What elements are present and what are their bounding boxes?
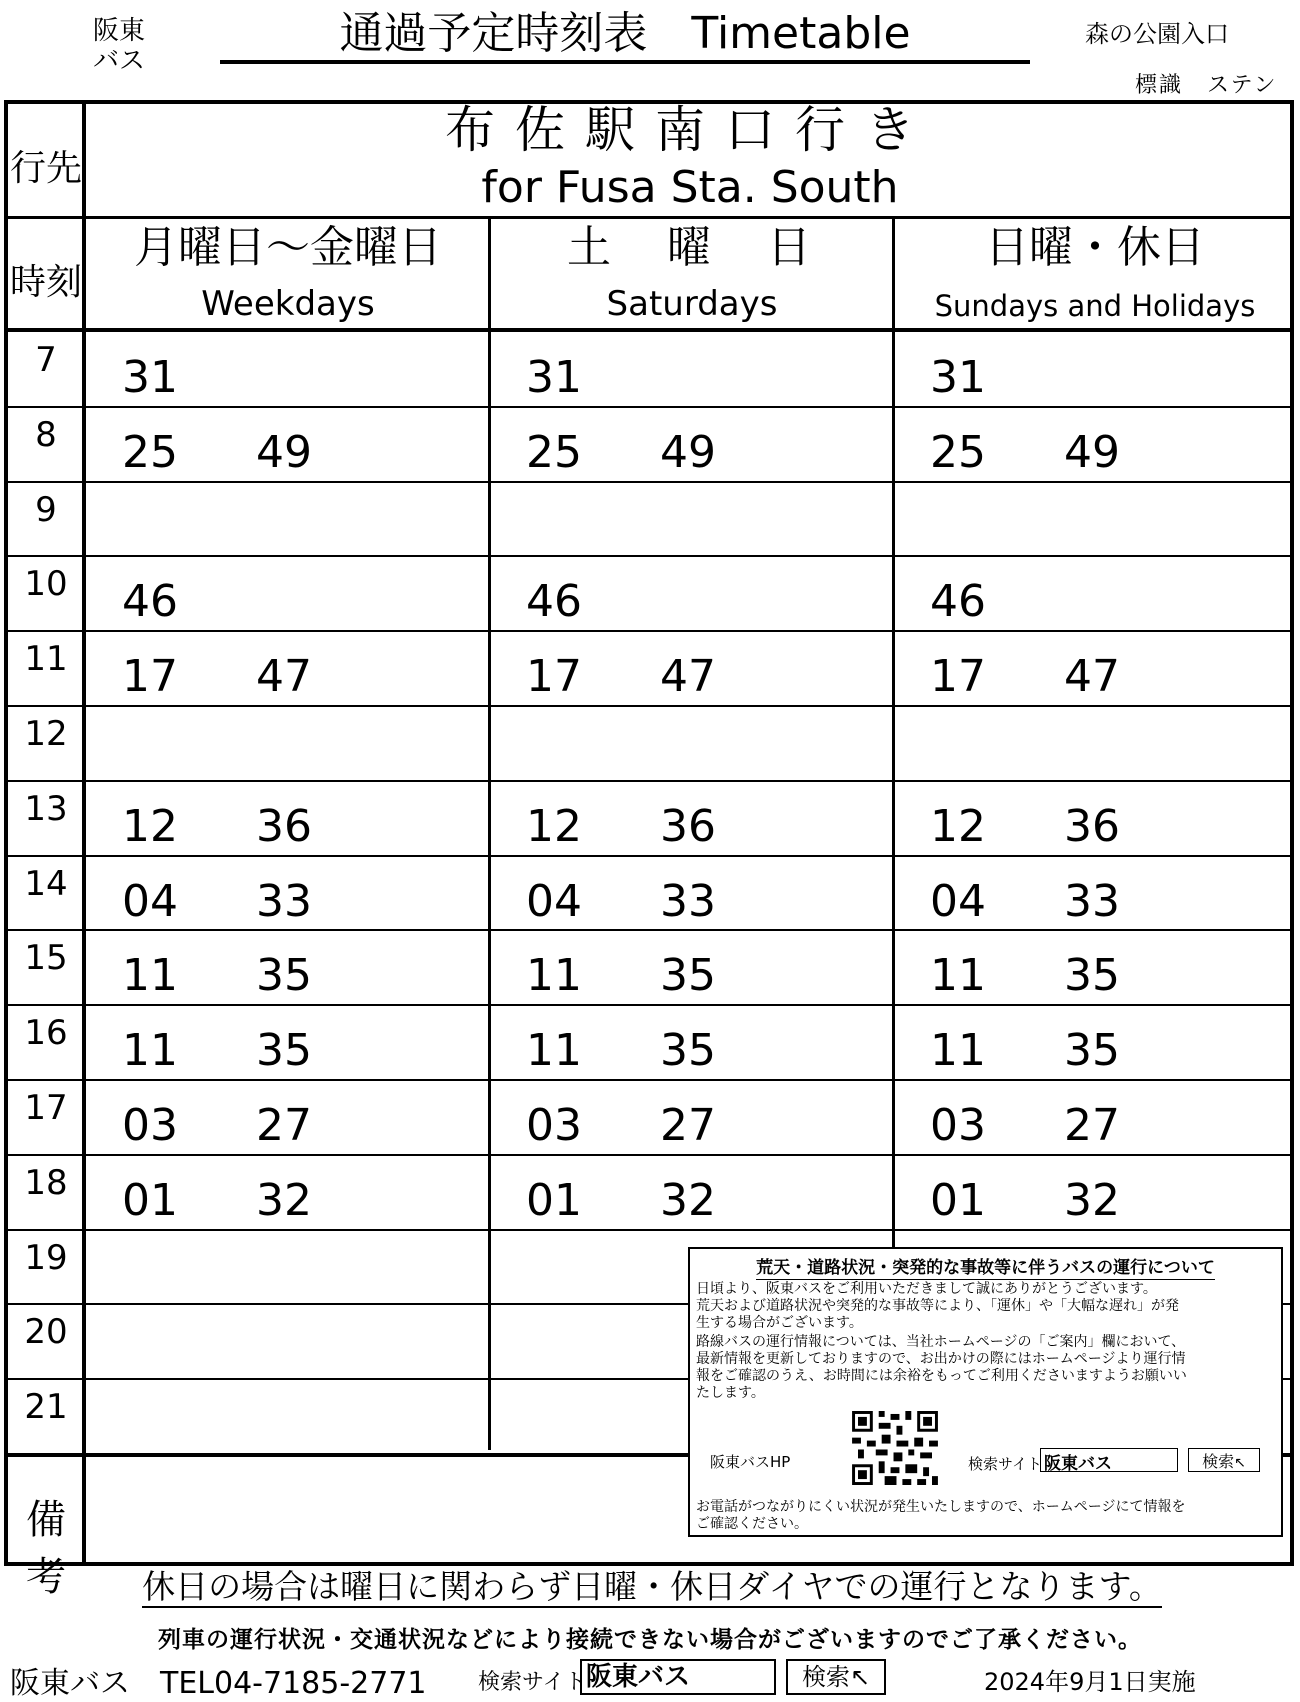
departure-minute: 11 (122, 950, 178, 1002)
row-divider (4, 705, 1294, 707)
hour-label: 16 (24, 1013, 68, 1054)
notice-bottom-text (696, 1499, 1278, 1533)
time-label: 時刻 (9, 262, 82, 303)
destination-jp: 布佐駅南口行き (445, 101, 935, 159)
row-divider (4, 1079, 1294, 1081)
departure-minute: 04 (930, 875, 986, 927)
departure-minute: 17 (930, 651, 986, 703)
destination-label: 行先 (9, 148, 82, 189)
departure-minute: 04 (122, 875, 178, 927)
departure-minute: 36 (660, 800, 716, 852)
departure-minute: 27 (1064, 1100, 1120, 1151)
column-title-jp: 月曜日～金曜日 (134, 222, 442, 273)
departure-minute: 36 (1064, 800, 1120, 852)
departure-minute: 12 (526, 800, 582, 852)
column-title-jp: 土 曜 日 (567, 222, 817, 273)
hour-label: 7 (35, 340, 57, 380)
departure-minute: 32 (660, 1174, 716, 1226)
notice-title-text: 荒天・道路状況・突発的な事故等に伴うバスの運行について (756, 1258, 1215, 1278)
departure-minute: 46 (930, 576, 986, 628)
departure-minute: 12 (122, 800, 178, 852)
notice-box (688, 1247, 1283, 1537)
departure-minute: 04 (526, 875, 582, 927)
departure-minute: 17 (526, 651, 582, 703)
departure-minute: 01 (526, 1174, 582, 1226)
hour-label: 12 (24, 714, 68, 754)
departure-minute: 11 (930, 950, 986, 1002)
cursor-arrow-icon: ↖ (849, 1663, 871, 1691)
sign-type: 標識 ステン (1135, 73, 1278, 98)
remarks-label: 備考 (26, 1497, 66, 1600)
departure-minute: 35 (660, 950, 716, 1002)
row-divider (4, 630, 1294, 632)
departure-minute: 33 (1064, 875, 1120, 927)
hour-label: 14 (24, 863, 68, 904)
hour-label: 8 (35, 414, 57, 455)
departure-minute: 35 (1064, 950, 1120, 1002)
notice-line: 生する場合がございます。 (696, 1315, 863, 1331)
notice-title (690, 1253, 1281, 1278)
row-divider (4, 1229, 1294, 1231)
column-header-weekdays (86, 222, 490, 324)
row-divider (4, 1154, 1294, 1156)
departure-minute: 47 (660, 651, 716, 703)
footer-search-input[interactable]: 阪東バス (580, 1659, 776, 1695)
departure-minute: 47 (1064, 651, 1120, 703)
departure-minute: 35 (256, 950, 312, 1002)
hour-label: 20 (24, 1312, 68, 1353)
hour-label: 18 (24, 1162, 68, 1203)
departure-minute: 31 (930, 352, 986, 403)
company-name: 阪東バス (92, 16, 145, 76)
departure-minute: 47 (256, 651, 312, 703)
hour-label: 9 (35, 489, 57, 530)
holiday-note-underline (142, 1606, 1162, 1608)
departure-minute: 49 (256, 426, 312, 478)
destination-en: for Fusa Sta. South (481, 162, 899, 213)
title-underline (220, 60, 1030, 64)
row-divider (4, 780, 1294, 782)
notice-line: 報をご確認のうえ、お時間には余裕をもってご利用くださいますようお願いい (696, 1368, 1187, 1384)
hour-label: 11 (24, 639, 68, 680)
departure-minute: 12 (930, 800, 986, 852)
company-phone: 阪東バス TEL04-7185-2771 (10, 1666, 427, 1701)
departure-minute: 35 (1064, 1025, 1120, 1077)
departure-minute: 01 (930, 1174, 986, 1226)
row-divider (4, 855, 1294, 857)
hour-label: 17 (24, 1088, 68, 1128)
column-title-jp: 日曜・休日 (985, 222, 1205, 273)
notice-search-button[interactable] (1188, 1448, 1260, 1472)
hour-label: 15 (24, 938, 68, 979)
departure-minute: 33 (256, 875, 312, 927)
departure-minute: 35 (256, 1025, 312, 1077)
notice-line: 荒天および道路状況や突発的な事故等により、「運休」や「大幅な遅れ」が発 (696, 1298, 1179, 1314)
effective-date: 2024年9月1日実施 (984, 1668, 1196, 1696)
departure-minute: 03 (526, 1100, 582, 1151)
page-title: 通過予定時刻表 Timetable (339, 8, 911, 59)
footer-search-button-label: 検索 (801, 1663, 850, 1691)
hour-label: 21 (24, 1387, 68, 1428)
notice-search-button-label: 検索 (1202, 1452, 1235, 1471)
holiday-note: 休日の場合は曜日に関わらず日曜・休日ダイヤでの運行となります。 (142, 1567, 1162, 1606)
departure-minute: 32 (256, 1174, 312, 1226)
column-header-saturdays (492, 222, 892, 324)
notice-paragraph-1 (696, 1281, 1278, 1332)
notice-line: 路線バスの運行情報については、当社ホームページの「ご案内」欄において、 (696, 1334, 1186, 1350)
row-divider (4, 555, 1294, 557)
departure-minute: 31 (526, 352, 582, 403)
row-divider (4, 481, 1294, 483)
departure-minute: 25 (122, 426, 178, 478)
hour-label: 10 (24, 564, 68, 605)
notice-line: たします。 (696, 1385, 765, 1401)
cursor-arrow-icon: ↖ (1234, 1455, 1246, 1471)
departure-minute: 11 (526, 1025, 582, 1077)
row-divider (4, 1004, 1294, 1006)
row-divider (4, 406, 1294, 408)
column-divider (488, 218, 491, 1450)
hp-label: 阪東バスHP (710, 1453, 791, 1471)
notice-line: お電話がつながりにくい状況が発生いたしますので、ホームページにて情報を (696, 1499, 1186, 1515)
hour-label: 13 (24, 788, 68, 829)
departure-minute: 11 (526, 950, 582, 1002)
qr-code-icon[interactable] (852, 1411, 938, 1485)
hour-label: 19 (24, 1237, 68, 1278)
departure-minute: 35 (660, 1025, 716, 1077)
header-divider (4, 328, 1294, 332)
departure-minute: 27 (660, 1100, 716, 1151)
notice-search-label: 検索サイト (968, 1455, 1042, 1473)
notice-line: 日頃より、阪東バスをご利用いただきまして誠にありがとうございます。 (696, 1281, 1157, 1297)
departure-minute: 27 (256, 1100, 312, 1151)
stop-name: 森の公園入口 (1085, 20, 1229, 48)
notice-line: ご確認ください。 (696, 1516, 808, 1532)
footer-search-label: 検索サイト (478, 1670, 587, 1695)
destination-divider (4, 216, 1294, 219)
column-title-en: Sundays and Holidays (934, 289, 1256, 323)
departure-minute: 25 (526, 426, 582, 478)
departure-minute: 36 (256, 800, 312, 852)
departure-minute: 46 (122, 576, 178, 628)
footer-search-button[interactable] (786, 1659, 886, 1695)
notice-line: 最新情報を更新しておりますので、お出かけの際にはホームページより運行情 (696, 1351, 1186, 1367)
connection-note: 列車の運行状況・交通状況などにより接続できない場合がございますのでご了承ください。 (158, 1627, 1142, 1653)
departure-minute: 25 (930, 426, 986, 478)
departure-minute: 46 (526, 576, 582, 628)
departure-minute: 01 (122, 1174, 178, 1226)
departure-minute: 03 (930, 1100, 986, 1151)
departure-minute: 33 (660, 875, 716, 927)
departure-minute: 03 (122, 1100, 178, 1151)
departure-minute: 11 (930, 1025, 986, 1077)
column-header-holidays (896, 222, 1294, 326)
departure-minute: 49 (660, 426, 716, 478)
column-title-en: Saturdays (606, 284, 778, 324)
departure-minute: 49 (1064, 426, 1120, 478)
departure-minute: 32 (1064, 1174, 1120, 1226)
notice-paragraph-2 (696, 1334, 1278, 1402)
row-divider (4, 929, 1294, 931)
column-title-en: Weekdays (201, 284, 375, 324)
departure-minute: 11 (122, 1025, 178, 1077)
departure-minute: 17 (122, 651, 178, 703)
notice-search-input[interactable]: 阪東バス (1040, 1448, 1178, 1472)
departure-minute: 31 (122, 352, 178, 403)
